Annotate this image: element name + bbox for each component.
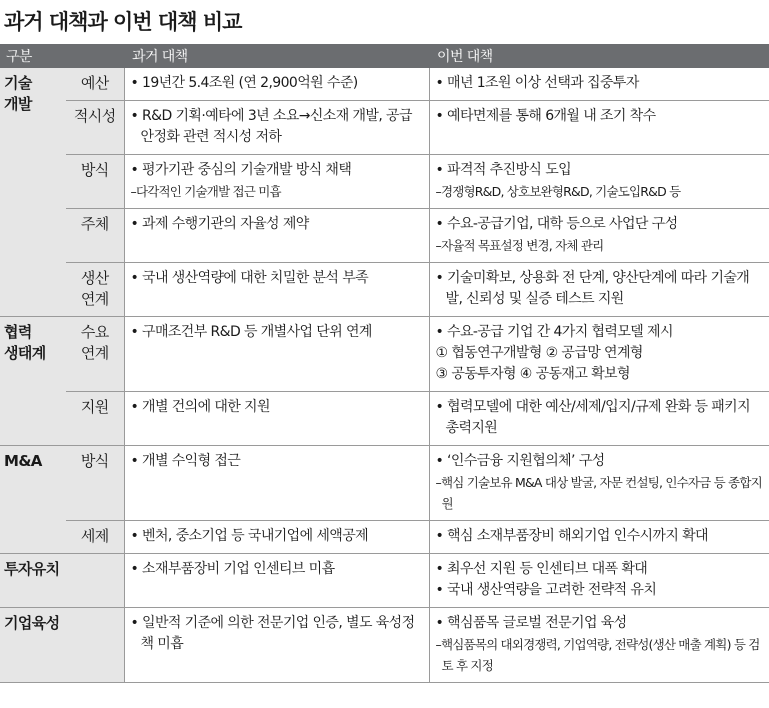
table-row: [0, 554, 769, 608]
category-label: 협력: [4, 323, 32, 341]
past-policy-cell: [124, 317, 429, 392]
past-policy-cell: [124, 392, 429, 446]
category-label: 기술: [4, 74, 32, 92]
category-label: 투자유치: [4, 560, 60, 578]
bullet-line: • 소재부품장비 기업 인센티브 미흡: [130, 561, 335, 577]
past-policy-cell: [124, 155, 429, 209]
current-policy-cell: [429, 101, 769, 155]
subcategory-label: 지원: [80, 398, 109, 416]
detail-line: –다각적인 기술개발 접근 미흡: [130, 184, 281, 199]
bullet-line: • 벤처, 중소기업 등 국내기업에 세액공제: [130, 528, 369, 544]
subcategory-cell: [66, 68, 124, 101]
subcategory-label: 방식: [80, 161, 109, 179]
category-label: 개발: [4, 95, 32, 113]
category-cell: [0, 446, 66, 554]
subcategory-cell: [66, 392, 124, 446]
header-category: 구분: [0, 44, 124, 68]
subcategory-cell: [66, 446, 124, 521]
table-row: [0, 263, 769, 317]
category-label: M&A: [4, 452, 42, 470]
bullet-line: • 수요-공급기업, 대학 등으로 사업단 구성: [435, 216, 678, 232]
detail-line: –핵심 기술보유 M&A 대상 발굴, 자문 컨설팅, 인수자금 등 종합지원: [435, 475, 762, 511]
current-policy-cell: [429, 209, 769, 263]
past-policy-cell: [124, 446, 429, 521]
category-label: 기업육성: [4, 614, 60, 632]
bullet-line: • 예타면제를 통해 6개월 내 조기 착수: [435, 108, 656, 124]
bullet-line: • 일반적 기준에 의한 전문기업 인증, 별도 육성정책 미흡: [130, 615, 415, 652]
subcategory-label: 예산: [80, 74, 109, 92]
current-policy-cell: [429, 155, 769, 209]
table-row: [0, 68, 769, 101]
category-cell: [0, 554, 124, 608]
page-title: 과거 대책과 이번 대책 비교: [4, 10, 242, 34]
past-policy-cell: [124, 263, 429, 317]
bullet-line: • 핵심품목 글로벌 전문기업 육성: [435, 615, 627, 631]
bullet-line: • 최우선 지원 등 인센티브 대폭 확대: [435, 561, 648, 577]
subcategory-label: 생산: [80, 269, 109, 287]
bullet-line: • 국내 생산역량에 대한 치밀한 분석 부족: [130, 270, 369, 286]
category-label: 생태계: [4, 344, 46, 362]
bullet-line: ③ 공동투자형 ④ 공동재고 확보형: [435, 366, 630, 382]
bullet-line: • 협력모델에 대한 예산/세제/입지/규제 완화 등 패키지 총력지원: [435, 399, 751, 436]
table-row: [0, 608, 769, 683]
past-policy-cell: [124, 554, 429, 608]
table-row: [0, 155, 769, 209]
detail-line: –경쟁형R&D, 상호보완형R&D, 기술도입R&D 등: [435, 184, 681, 199]
bullet-line: • 과제 수행기관의 자율성 제약: [130, 216, 309, 232]
table-row: [0, 317, 769, 392]
current-policy-cell: [429, 554, 769, 608]
past-policy-cell: [124, 608, 429, 683]
current-policy-cell: [429, 263, 769, 317]
subcategory-label: 세제: [80, 527, 109, 545]
comparison-table: [0, 44, 769, 683]
table-row: [0, 209, 769, 263]
current-policy-cell: [429, 446, 769, 521]
bullet-line: ① 협동연구개발형 ② 공급망 연계형: [435, 345, 643, 361]
subcategory-label: 적시성: [73, 107, 116, 125]
subcategory-label: 수요: [80, 323, 109, 341]
subcategory-cell: [66, 521, 124, 554]
past-policy-cell: [124, 101, 429, 155]
current-policy-cell: [429, 317, 769, 392]
current-policy-cell: [429, 392, 769, 446]
table-body: [0, 68, 769, 683]
category-cell: [0, 317, 66, 446]
bullet-line: • 19년간 5.4조원 (연 2,900억원 수준): [130, 75, 358, 91]
bullet-line: • 개별 건의에 대한 지원: [130, 399, 270, 415]
past-policy-cell: [124, 68, 429, 101]
table-header-row: [0, 44, 769, 68]
table-row: [0, 446, 769, 521]
subcategory-cell: [66, 209, 124, 263]
subcategory-cell: [66, 263, 124, 317]
category-cell: [0, 68, 66, 317]
bullet-line: • 파격적 추진방식 도입: [435, 162, 572, 178]
table-row: [0, 521, 769, 554]
bullet-line: • 핵심 소재부품장비 해외기업 인수시까지 확대: [435, 528, 708, 544]
bullet-line: • R&D 기획·예타에 3년 소요→신소재 개발, 공급안정화 관련 적시성 저하: [130, 108, 412, 145]
past-policy-cell: [124, 209, 429, 263]
subcategory-cell: [66, 101, 124, 155]
bullet-line: • 수요-공급 기업 간 4가지 협력모델 제시: [435, 324, 673, 340]
bullet-line: • 개별 수익형 접근: [130, 453, 241, 469]
current-policy-cell: [429, 521, 769, 554]
past-policy-cell: [124, 521, 429, 554]
header-past: 과거 대책: [124, 44, 429, 68]
subcategory-cell: [66, 317, 124, 392]
bullet-line: • ‘인수금융 지원협의체’ 구성: [435, 453, 605, 469]
header-current: 이번 대책: [429, 44, 769, 68]
bullet-line: • 평가기관 중심의 기술개발 방식 채택: [130, 162, 352, 178]
detail-line: –자율적 목표설정 변경, 자체 관리: [435, 238, 604, 253]
bullet-line: • 매년 1조원 이상 선택과 집중투자: [435, 75, 639, 91]
subcategory-label: 연계: [80, 290, 109, 308]
detail-line: –핵심품목의 대외경쟁력, 기업역량, 전략성(생산 매출 계획) 등 검토 후 지정: [435, 637, 760, 673]
subcategory-label: 주체: [80, 215, 109, 233]
table-row: [0, 101, 769, 155]
bullet-line: • 구매조건부 R&D 등 개별사업 단위 연계: [130, 324, 372, 340]
current-policy-cell: [429, 68, 769, 101]
subcategory-label: 연계: [80, 344, 109, 362]
bullet-line: • 기술미확보, 상용화 전 단계, 양산단계에 따라 기술개발, 신뢰성 및 실증 테스트 지원: [435, 270, 750, 307]
category-cell: [0, 608, 124, 683]
table-row: [0, 392, 769, 446]
current-policy-cell: [429, 608, 769, 683]
subcategory-cell: [66, 155, 124, 209]
subcategory-label: 방식: [80, 452, 109, 470]
bullet-line: • 국내 생산역량을 고려한 전략적 유치: [435, 582, 657, 598]
